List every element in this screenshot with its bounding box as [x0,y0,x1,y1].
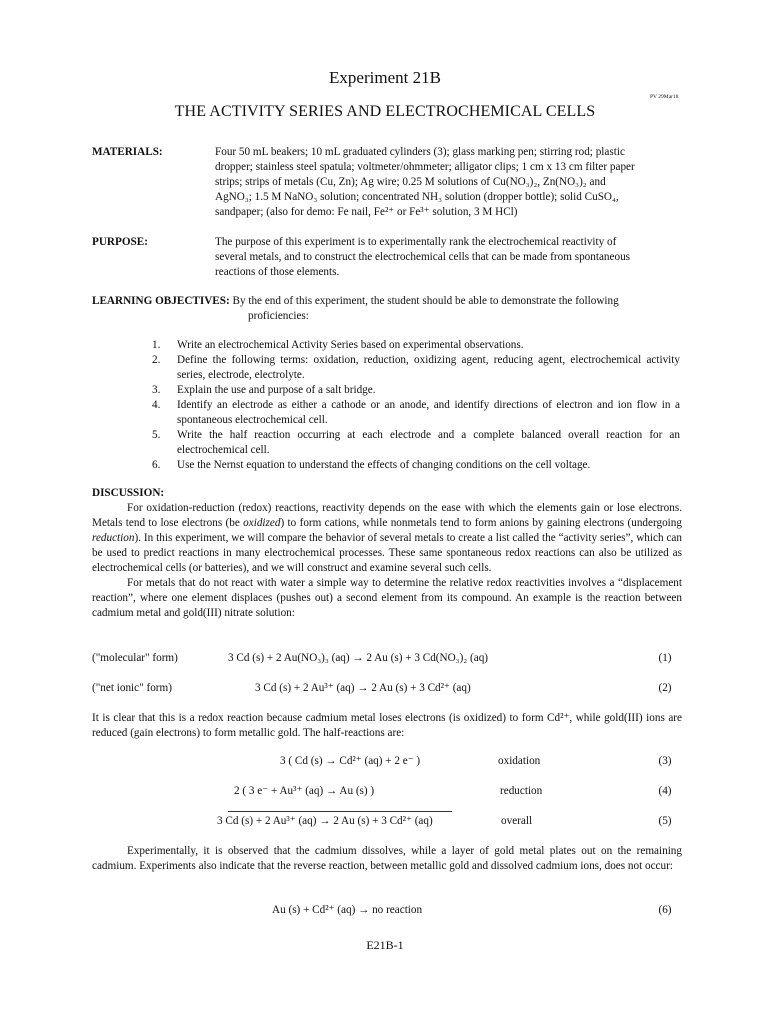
objectives-list [150,338,680,473]
page-number: E21B-1 [366,938,404,952]
list-number: 2. [152,354,161,366]
list-item [150,338,680,353]
purpose-label: PURPOSE: [92,236,148,248]
discussion-label: DISCUSSION: [92,487,165,499]
list-text: Identify an electrode as either a cathode or an anode, and identify directions of electron and ion flow in a spontaneous electrochemical cell. [177,399,680,426]
purpose-text [215,235,680,280]
materials-text [215,145,680,220]
text-run: ). In this experiment, we will compare the behavior of several metals to create a list called the “activity series”, which can be used to predict reactions in many electrochemical processes. These same spontaneous redox reactions can also be utilized as electrochemical cells (or batteries), and we will construct and examine several such cells. [92,532,682,574]
discussion-paragraph [92,501,682,576]
equation: 3 Cd (s) + 2 Au(NO₃)₃ (aq) → 2 Au (s) + 3 Cd(NO₃)₂ (aq) [228,652,489,664]
objectives-heading [92,294,682,309]
equation: Au (s) + Cd²⁺ (aq) → no reaction [272,904,423,916]
equation-number: (5) [658,815,672,827]
equation-sum-rule [228,811,452,812]
list-number: 5. [152,429,161,441]
equation-number: (1) [658,652,672,664]
list-text: Explain the use and purpose of a salt bridge. [177,384,376,396]
emphasis: reduction [92,532,135,544]
materials-label: MATERIALS: [92,146,163,158]
equation: 2 ( 3 e⁻ + Au³⁺ (aq) → Au (s) ) [234,785,375,797]
materials-line: AgNO₃; 1.5 M NaNO₃ solution; concentrated NH₃ solution (dropper bottle); solid CuSO₄, [215,191,619,203]
equation-label: ("net ionic" form) [92,682,172,694]
equation-number: (2) [658,682,672,694]
list-item [150,458,680,473]
list-item [150,428,680,458]
text-run: For oxidation-reduction (redox) reactions, reactivity depends on the ease with which the elements gain or lose electrons. Metals tend to lose electrons (be [92,502,682,529]
equation-number: (6) [658,904,672,916]
discussion-paragraph: It is clear that this is a redox reaction because cadmium metal loses electrons (is oxidized) to form Cd²⁺, while gold(III) ions are reduced (gain electrons) to form metallic gold. The half-reactions are: [92,712,682,739]
equation: 3 Cd (s) + 2 Au³⁺ (aq) → 2 Au (s) + 3 Cd²⁺ (aq) [217,815,433,827]
version-code: PV 29Mar18 [650,94,679,100]
discussion-paragraph: Experimentally, it is observed that the cadmium dissolves, while a layer of gold metal plates out on the remaining cadmium. Experiments also indicate that the reverse reaction, between metallic gold and dissolved cadmium ions, does not occur: [92,845,682,872]
materials-line: dropper; stainless steel spatula; voltmeter/ohmmeter; alligator clips; 1 cm x 13 cm filter paper [215,161,635,173]
list-text: Write the half reaction occurring at each electrode and a complete balanced overall reaction for an electrochemical cell. [177,429,680,456]
equation: 3 ( Cd (s) → Cd²⁺ (aq) + 2 e⁻ ) [280,755,421,767]
discussion-paragraph: For metals that do not react with water a simple way to determine the relative redox reactivities involves a “displacement reaction”, where one element displaces (pushes out) a second element from its compound. An example is the reaction between cadmium metal and gold(III) nitrate solution: [92,577,682,619]
objectives-label: LEARNING OBJECTIVES: [92,295,230,307]
equation-description: reduction [500,785,543,797]
equation-description: overall [501,815,533,827]
list-number: 3. [152,384,161,396]
equation-description: oxidation [498,755,541,767]
materials-line: Four 50 mL beakers; 10 mL graduated cylinders (3); glass marking pen; stirring rod; plastic [215,146,625,158]
materials-line: strips; strips of metals (Cu, Zn); Ag wire; 0.25 M solutions of Cu(NO₃)₂, Zn(NO₃)₂ and [215,176,606,188]
equation-number: (3) [658,755,672,767]
list-number: 1. [152,339,161,351]
emphasis: oxidized [243,517,281,529]
page-title: Experiment 21B [329,68,441,87]
objectives-intro: By the end of this experiment, the student should be able to demonstrate the following [232,295,619,307]
list-number: 6. [152,459,161,471]
list-text: Define the following terms: oxidation, reduction, oxidizing agent, reducing agent, electrochemical activity series, electrode, electrolyte. [177,354,680,381]
list-text: Write an electrochemical Activity Series based on experimental observations. [177,339,524,351]
purpose-line: several metals, and to construct the electrochemical cells that can be made from spontaneous [215,251,631,263]
list-item [150,398,680,428]
materials-line: sandpaper; (also for demo: Fe nail, Fe²⁺ or Fe³⁺ solution, 3 M HCl) [215,206,518,218]
list-text: Use the Nernst equation to understand the effects of changing conditions on the cell voltage. [177,459,591,471]
discussion-body [92,844,682,874]
equation-label: ("molecular" form) [92,652,178,664]
document-subtitle: THE ACTIVITY SERIES AND ELECTROCHEMICAL CELLS [174,103,596,120]
purpose-line: The purpose of this experiment is to experimentally rank the electrochemical reactivity of [215,236,617,248]
equation: 3 Cd (s) + 2 Au³⁺ (aq) → 2 Au (s) + 3 Cd²⁺ (aq) [255,682,471,694]
list-item [150,353,680,383]
discussion-body [92,501,682,621]
discussion-body [92,711,682,741]
equation-number: (4) [658,785,672,797]
list-number: 4. [152,399,161,411]
list-item [150,383,680,398]
text-run: ) to form cations, while nonmetals tend to form anions by gaining electrons (undergoing [280,517,682,529]
objectives-intro-cont: proficiencies: [248,310,309,322]
purpose-line: reactions of those elements. [215,266,340,278]
